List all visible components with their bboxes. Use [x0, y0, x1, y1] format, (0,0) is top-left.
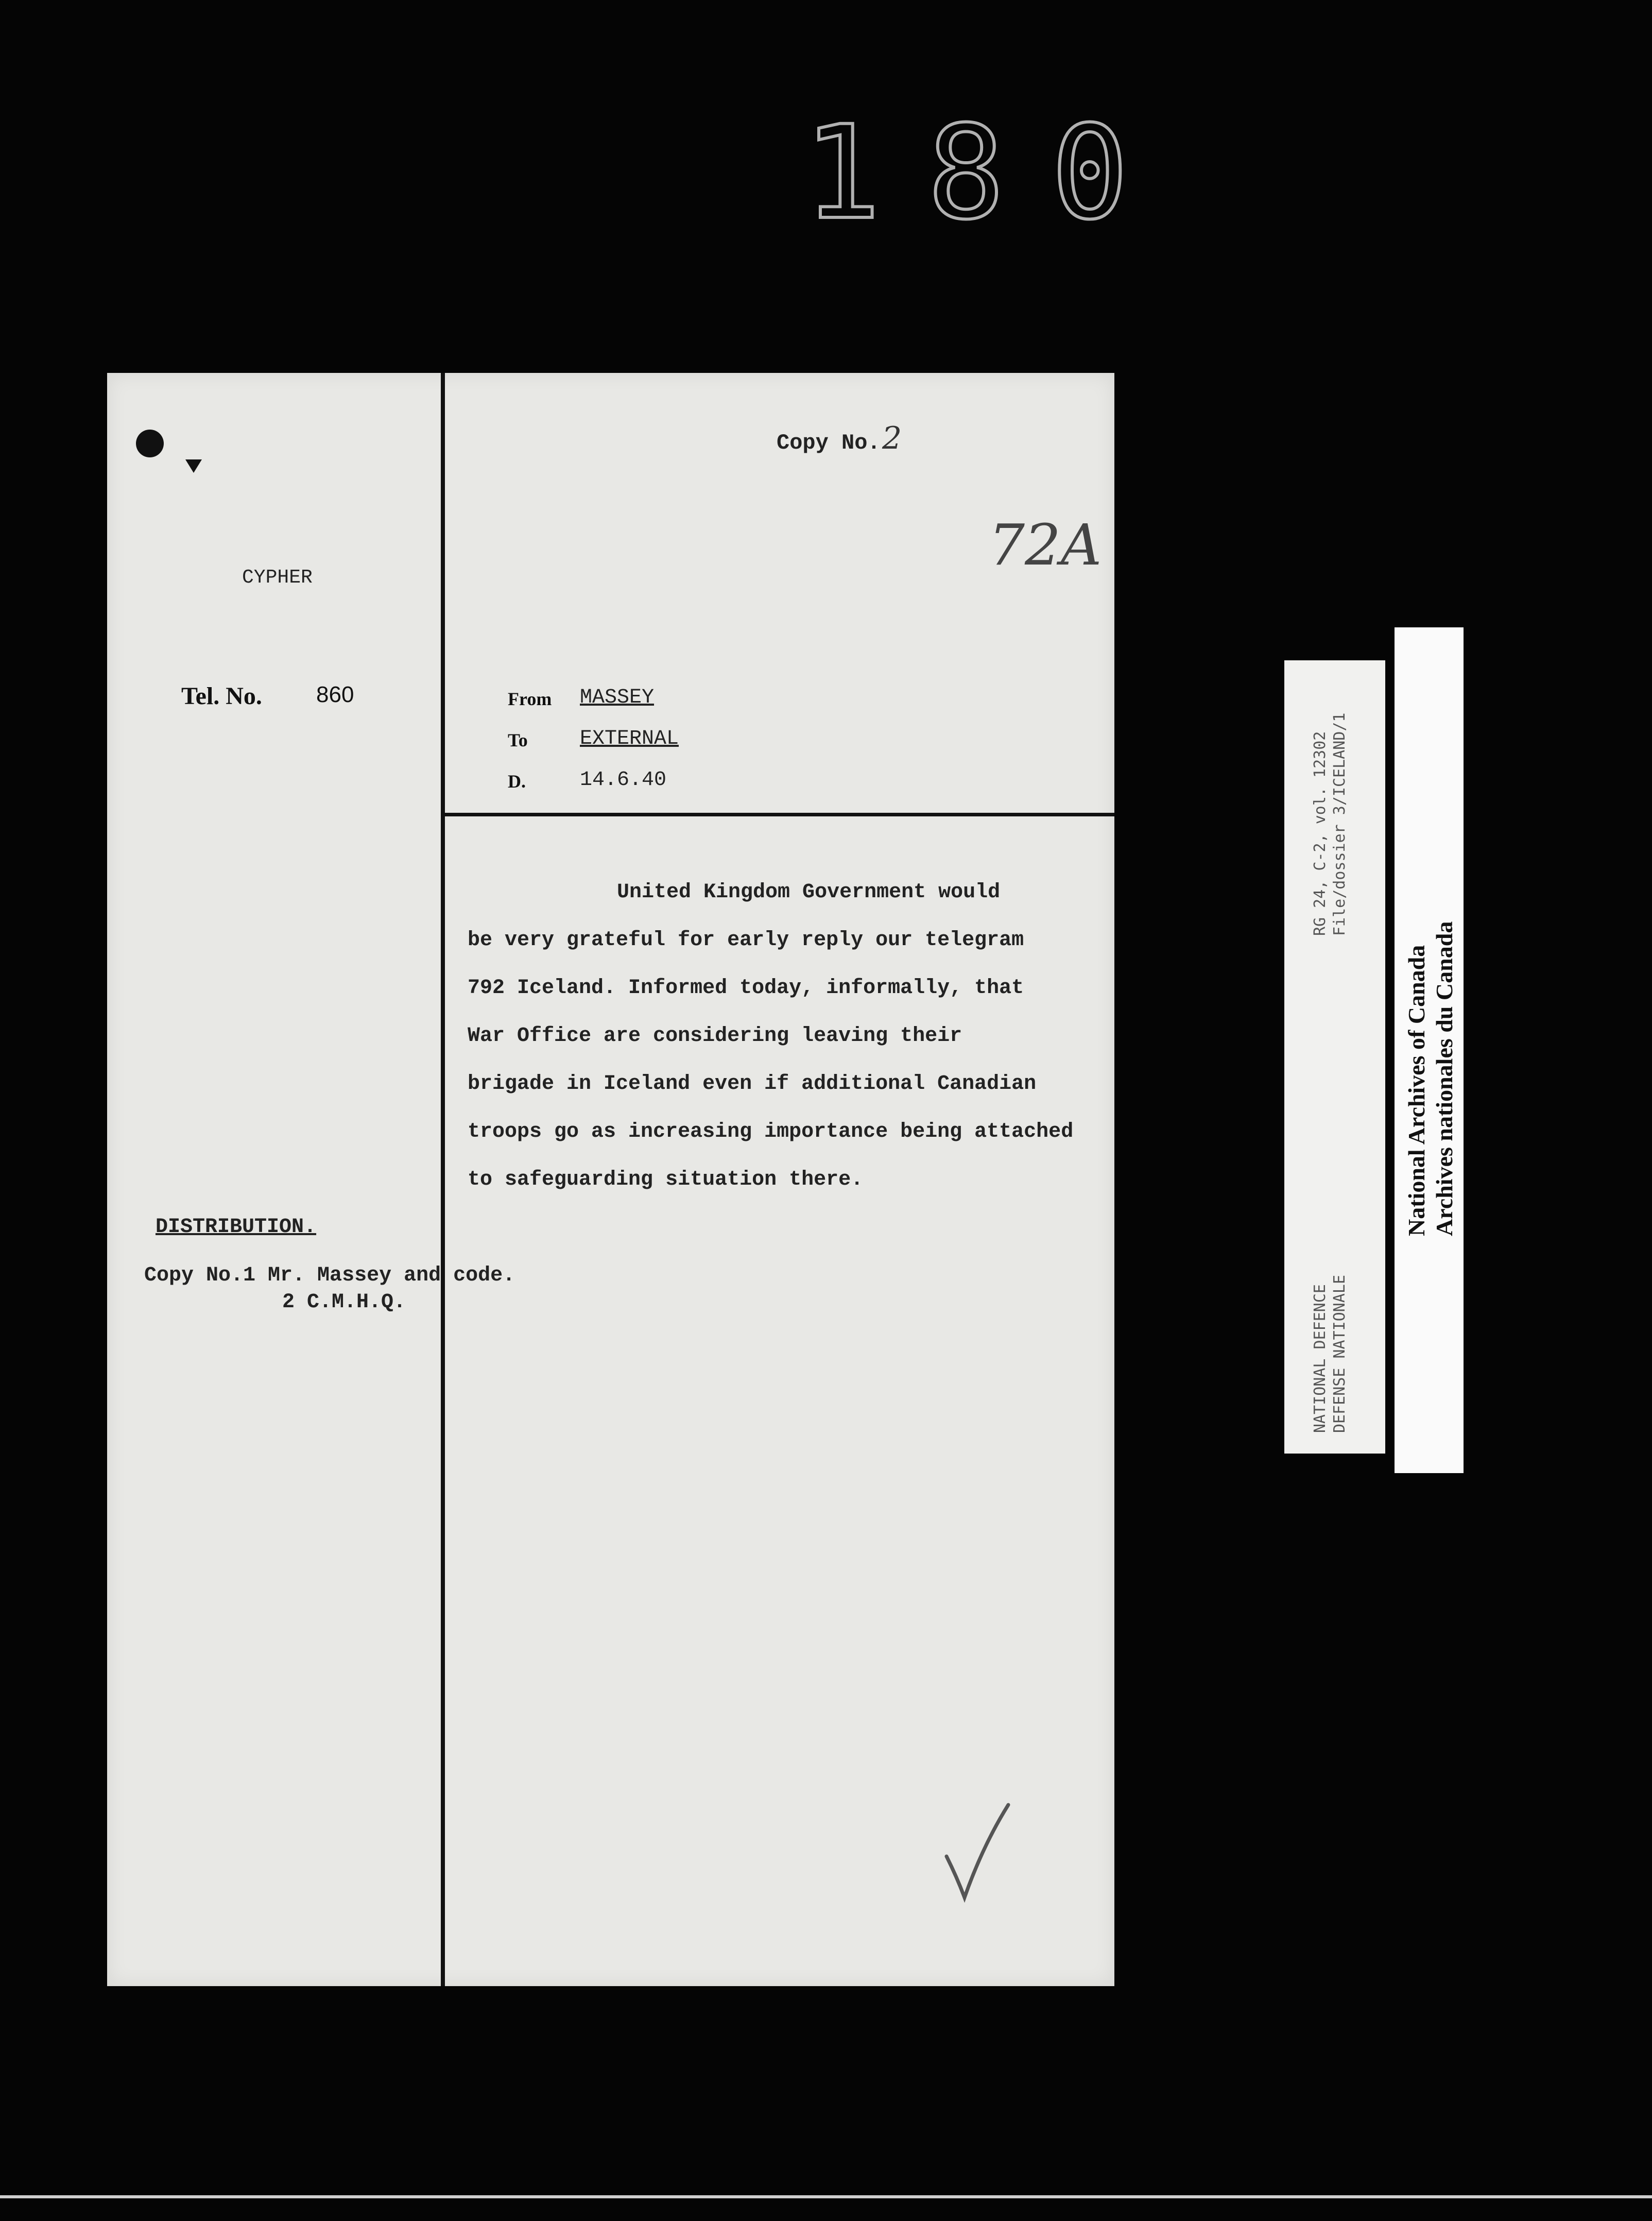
- date-value: 14.6.40: [580, 768, 667, 792]
- checkmark-icon: [941, 1800, 1013, 1903]
- classification-cypher: CYPHER: [242, 567, 313, 589]
- vertical-column-rule: [441, 373, 445, 1986]
- folio-handwritten-annotation: 72A: [989, 512, 1102, 578]
- telegram-sheet: [107, 373, 1114, 1986]
- archive-ref-line: RG 24, C-2, vol. 12302: [1311, 731, 1329, 936]
- body-line: United Kingdom Government would: [617, 881, 1001, 904]
- archive-ref-line: NATIONAL DEFENCE: [1311, 1284, 1329, 1433]
- from-label: From: [508, 689, 552, 709]
- punch-hole-mark: [136, 430, 164, 457]
- telegram-body: [468, 868, 1106, 1204]
- copy-no-handwritten: 2: [882, 420, 902, 456]
- date-label: D.: [508, 771, 526, 792]
- frame-number: 180: [803, 98, 1175, 248]
- archives-name-en: National Archives of Canada: [1403, 945, 1430, 1236]
- header-divider-rule: [445, 813, 1114, 816]
- tel-no-label: Tel. No.: [181, 682, 262, 710]
- punch-hole-mark: [185, 459, 202, 473]
- distribution-heading: DISTRIBUTION.: [156, 1216, 317, 1239]
- body-line: troops go as increasing importance being attached: [468, 1120, 1074, 1143]
- national-archives-label: [1395, 627, 1464, 1473]
- archive-ref-line: File/dossier 3/ICELAND/1: [1331, 712, 1349, 936]
- body-line: War Office are considering leaving their: [468, 1024, 962, 1048]
- to-label: To: [508, 730, 528, 750]
- to-value: EXTERNAL: [580, 727, 679, 750]
- body-line: to safeguarding situation there.: [468, 1168, 864, 1191]
- from-value: MASSEY: [580, 686, 655, 709]
- archives-name-fr: Archives nationales du Canada: [1431, 921, 1457, 1236]
- bottom-frame-rule: [0, 2195, 1652, 2198]
- distribution-line: 2 C.M.H.Q.: [282, 1291, 406, 1314]
- tel-no-value: 860: [316, 682, 354, 707]
- body-line: 792 Iceland. Informed today, informally, that: [468, 977, 1024, 1000]
- distribution-line: Copy No.1 Mr. Massey and code.: [144, 1264, 515, 1287]
- archive-reference-label: [1284, 660, 1385, 1454]
- body-line: brigade in Iceland even if additional Canadian: [468, 1072, 1037, 1096]
- archive-ref-line: DEFENSE NATIONALE: [1331, 1274, 1349, 1433]
- body-line: be very grateful for early reply our telegram: [468, 929, 1024, 952]
- copy-no-label: Copy No.: [777, 431, 881, 455]
